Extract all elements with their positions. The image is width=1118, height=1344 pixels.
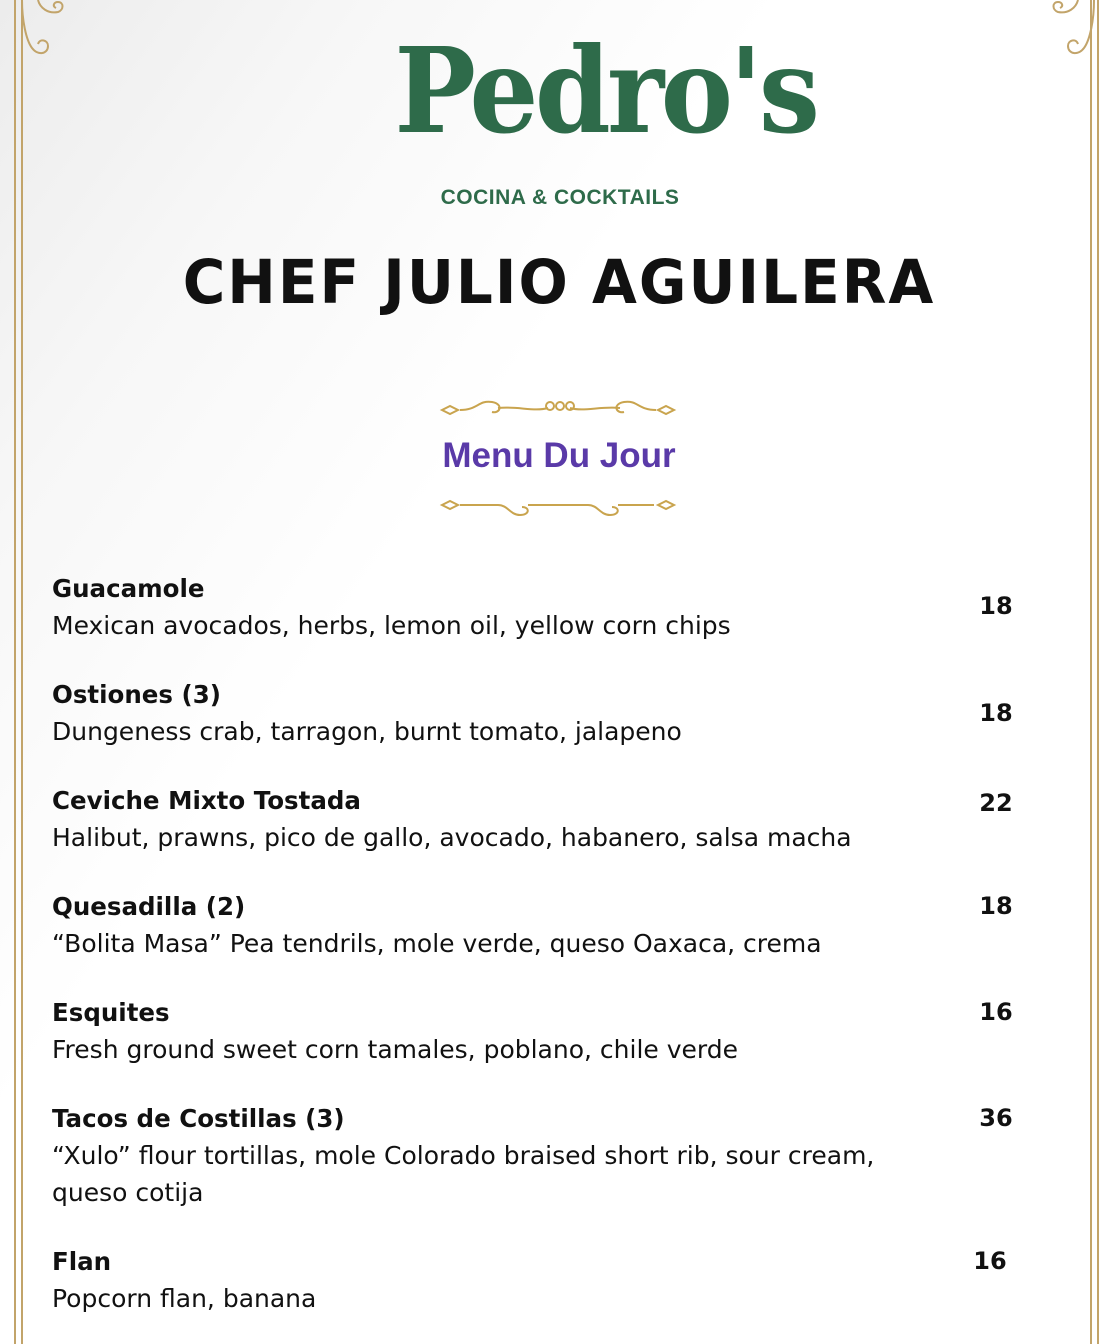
menu-item — [52, 1100, 1052, 1211]
frame-right-inner — [1090, 0, 1092, 1344]
corner-flourish-left-icon — [18, 0, 68, 60]
menu-item — [52, 676, 1052, 750]
chef-title: CHEF JULIO AGUILERA — [182, 246, 936, 318]
ornament-divider-bottom-icon — [438, 493, 678, 523]
item-price: 18 — [979, 592, 1013, 620]
corner-flourish-right-icon — [1048, 0, 1098, 60]
item-price: 18 — [979, 892, 1013, 920]
ornament-divider-top-icon — [438, 394, 678, 424]
logo-tagline: COCINA & COCKTAILS — [440, 186, 680, 209]
frame-left-outer — [14, 0, 16, 1344]
item-description: Dungeness crab, tarragon, burnt tomato, jalapeno — [52, 717, 682, 746]
menu-item — [52, 570, 1052, 644]
logo-wordmark: Pedro's — [394, 21, 817, 160]
item-name: Flan — [52, 1247, 112, 1276]
item-price: 16 — [973, 1247, 1007, 1275]
frame-right-outer — [1097, 0, 1099, 1344]
item-name: Ostiones (3) — [52, 680, 221, 709]
item-name: Ceviche Mixto Tostada — [52, 786, 361, 815]
frame-left-inner — [21, 0, 23, 1344]
item-name: Quesadilla (2) — [52, 892, 246, 921]
item-description: Halibut, prawns, pico de gallo, avocado, habanero, salsa macha — [52, 823, 852, 852]
menu-item — [52, 1243, 1052, 1317]
menu-item — [52, 888, 1052, 962]
item-price: 18 — [979, 699, 1013, 727]
item-name: Tacos de Costillas (3) — [52, 1104, 345, 1133]
item-description: Fresh ground sweet corn tamales, poblano, chile verde — [52, 1035, 738, 1064]
item-description: “Xulo” flour tortillas, mole Colorado braised short rib, sour cream, queso cotija — [52, 1141, 875, 1207]
item-price: 36 — [979, 1104, 1013, 1132]
menu-item — [52, 782, 1052, 856]
item-name: Guacamole — [52, 574, 205, 603]
item-name: Esquites — [52, 998, 170, 1027]
restaurant-logo — [380, 6, 817, 211]
item-description: Popcorn flan, banana — [52, 1284, 317, 1313]
item-price: 16 — [979, 998, 1013, 1026]
menu-heading: Menu Du Jour — [442, 436, 676, 475]
menu-item — [52, 994, 1052, 1068]
item-price: 22 — [979, 789, 1013, 817]
item-description: Mexican avocados, herbs, lemon oil, yellow corn chips — [52, 611, 731, 640]
item-description: “Bolita Masa” Pea tendrils, mole verde, queso Oaxaca, crema — [52, 929, 822, 958]
